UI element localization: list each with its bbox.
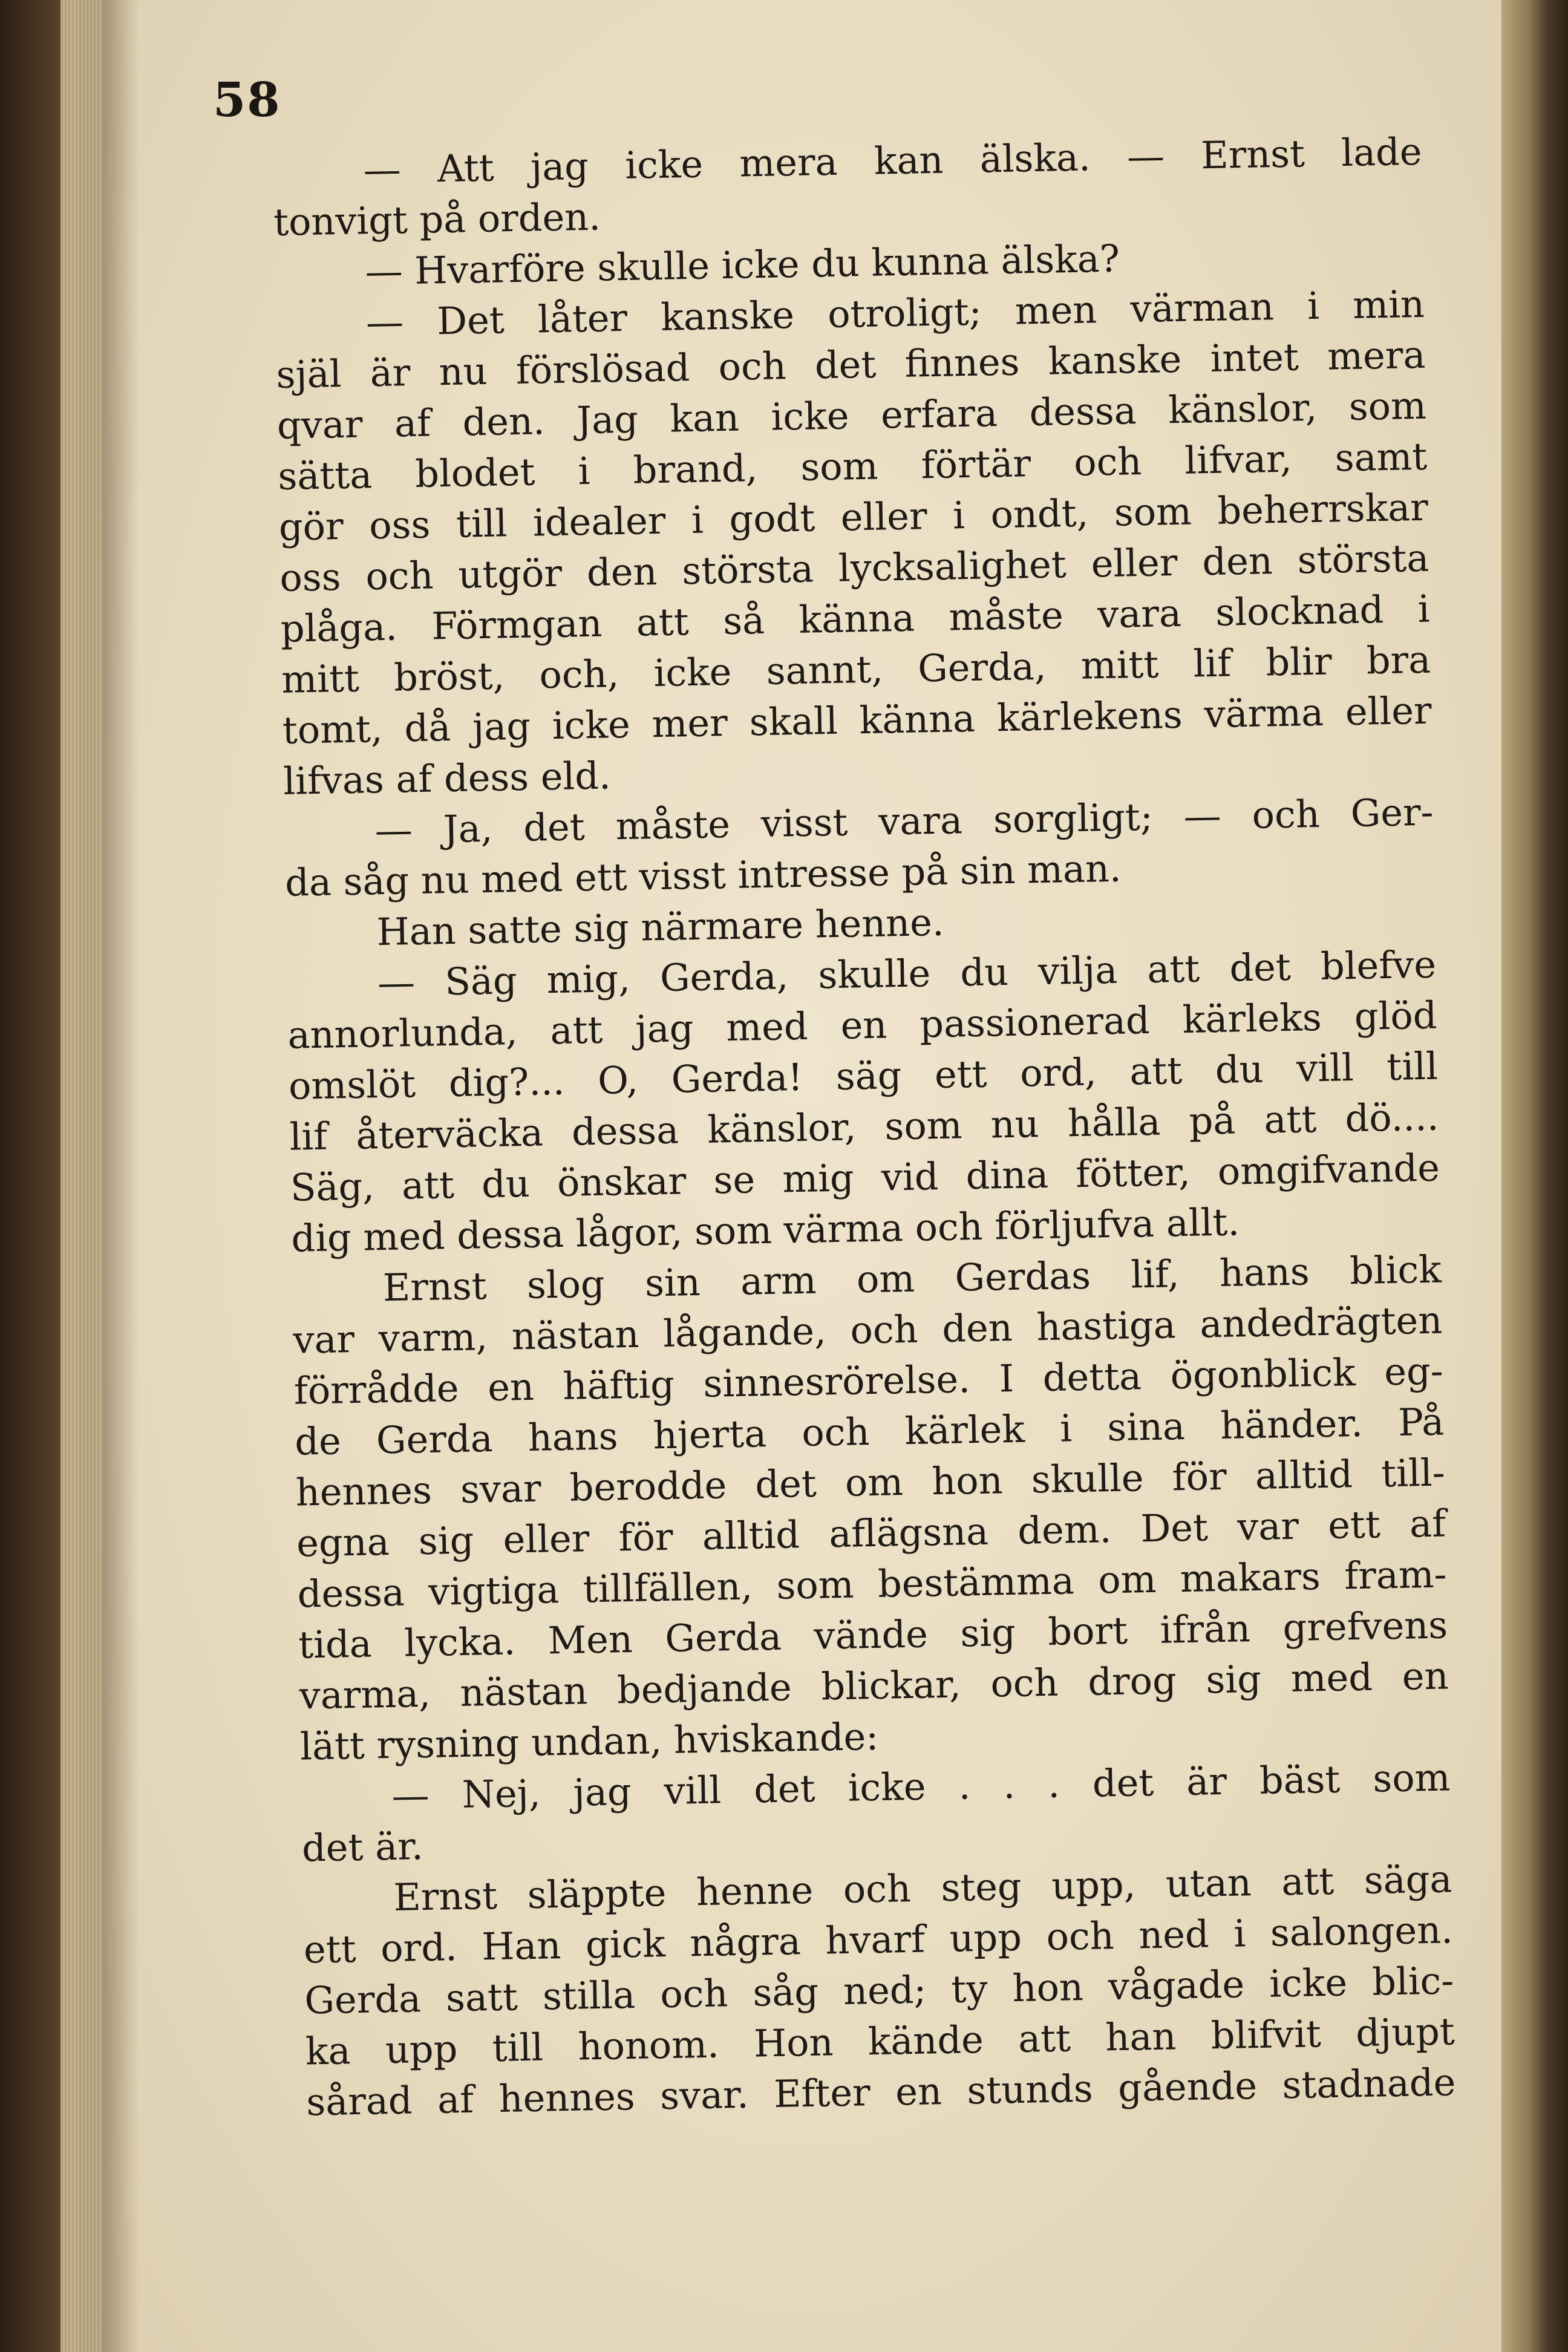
text-line: Säg, att du önskar se mig vid dina fötter, omgifvande: [290, 1145, 1440, 1210]
text-line: lätt rysning undan, hviskande:: [299, 1714, 879, 1769]
text-line: da såg nu med ett visst intresse på sin man.: [284, 846, 1122, 905]
text-line: — Säg mig, Gerda, skulle du vilja att det blefve: [377, 942, 1437, 1005]
text-line: Gerda satt stilla och såg ned; ty hon vågade icke blic-: [304, 1958, 1454, 2023]
left-page-edges: [60, 0, 109, 2352]
text-line: själ är nu förslösad och det finnes kanske intet mera: [275, 332, 1426, 397]
text-line: egna sig eller för alltid aflägsna dem. Det var ett af: [296, 1501, 1446, 1566]
text-line: var varm, nästan lågande, och den hastiga andedrägten: [292, 1298, 1443, 1362]
text-line: Han satte sig närmare henne.: [376, 900, 945, 955]
text-line: oss och utgör den största lycksalighet eller den största: [279, 535, 1429, 600]
text-line: qvar af den. Jag kan icke erfara dessa känslor, som: [276, 383, 1427, 448]
body-text: [272, 126, 1456, 2128]
text-line: sätta blodet i brand, som förtär och lifvar, samt: [277, 434, 1428, 498]
text-line: sårad af hennes svar. Efter en stunds gående stadnade: [305, 2060, 1456, 2125]
text-line: tonvigt på orden.: [273, 194, 601, 244]
text-line: lif återväcka dessa känslor, som nu hålla på att dö....: [289, 1094, 1439, 1159]
text-line: förrådde en häftig sinnesrörelse. I detta ögonblick eg-: [293, 1348, 1444, 1413]
text-line: varma, nästan bedjande blickar, och drog sig med en: [299, 1653, 1449, 1718]
text-line: de Gerda hans hjerta och kärlek i sina händer. På: [294, 1399, 1445, 1464]
text-line: lifvas af dess eld.: [283, 753, 612, 803]
text-line: ett ord. Han gick några hvarf upp och ned i salongen.: [303, 1907, 1454, 1972]
text-line: gör oss till idealer i godt eller i ondt, som beherrskar: [278, 485, 1429, 549]
gutter-shadow: [103, 0, 139, 2352]
text-line: omslöt dig?... O, Gerda! säg ett ord, att du vill till: [288, 1044, 1439, 1108]
right-page-edges: [1501, 0, 1568, 2352]
text-line: ka upp till honom. Hon kände att han blifvit djupt: [305, 2009, 1455, 2074]
page-number: 58: [213, 73, 281, 128]
text-line: — Ja, det måste visst vara sorgligt; — och Ger-: [374, 789, 1434, 853]
text-line: tida lycka. Men Gerda vände sig bort ifrån grefvens: [298, 1602, 1448, 1667]
text-line: det är.: [301, 1824, 424, 1870]
text-line: — Att jag icke mera kan älska. — Ernst lade: [363, 129, 1423, 192]
text-line: Ernst slog sin arm om Gerdas lif, hans blick: [382, 1247, 1442, 1310]
text-line: tomt, då jag icke mer skall känna kärlekens värma eller: [282, 688, 1432, 753]
text-line: — Det låter kanske otroligt; men värman i min: [365, 281, 1425, 345]
text-line: hennes svar berodde det om hon skulle för alltid till-: [295, 1450, 1446, 1515]
text-line: mitt bröst, och, icke sannt, Gerda, mitt lif blir bra: [281, 637, 1431, 702]
text-line: dig med dessa lågor, som värma och förljufva allt.: [290, 1200, 1240, 1261]
text-line: — Hvarföre skulle icke du kunna älska?: [364, 236, 1120, 294]
text-line: Ernst släppte henne och steg upp, utan att säga: [393, 1857, 1452, 1919]
text-line: dessa vigtiga tillfällen, som bestämma om makars fram-: [297, 1552, 1448, 1616]
text-line: plåga. Förmgan att så känna måste vara slocknad i: [280, 586, 1431, 651]
text-line: — Nej, jag vill det icke . . . det är bäst som: [391, 1755, 1451, 1818]
text-line: annorlunda, att jag med en passionerad kärleks glöd: [287, 993, 1437, 1057]
